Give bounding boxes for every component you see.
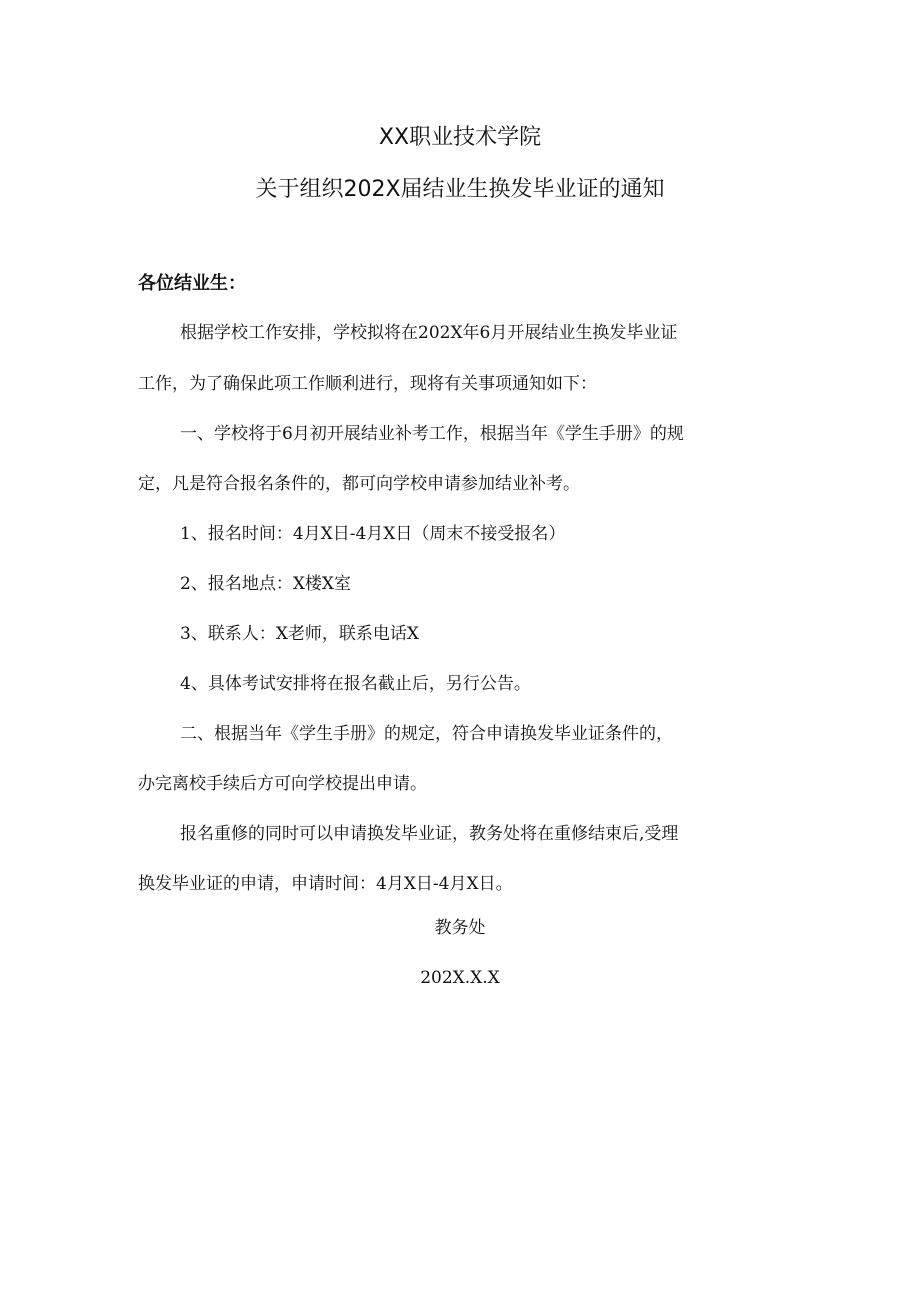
paragraph-line: 办完离校手续后方可向学校提出申请。 [138, 774, 427, 794]
paragraph-line: 报名重修的同时可以申请换发毕业证，教务处将在重修结束后,受理 [180, 824, 679, 844]
institution-title: XX职业技术学院 [378, 125, 542, 150]
list-item: 4、具体考试安排将在报名截止后，另行公告。 [180, 674, 531, 694]
notice-title: 关于组织202X届结业生换发毕业证的通知 [255, 177, 665, 202]
paragraph-line: 工作，为了确保此项工作顺利进行，现将有关事项通知如下： [138, 374, 597, 394]
signature: 教务处 [434, 918, 486, 938]
salutation: 各位结业生： [138, 273, 246, 294]
paragraph-line: 根据学校工作安排，学校拟将在202X年6月开展结业生换发毕业证 [180, 323, 678, 343]
paragraph-line: 定，凡是符合报名条件的，都可向学校申请参加结业补考。 [138, 474, 580, 494]
date: 202X.X.X [420, 968, 500, 988]
list-item: 1、报名时间：4月X日-4月X日（周末不接受报名） [180, 524, 566, 544]
paragraph-line: 二、根据当年《学生手册》的规定，符合申请换发毕业证条件的， [180, 724, 673, 744]
paragraph-line: 换发毕业证的申请，申请时间：4月X日-4月X日。 [138, 874, 513, 894]
paragraph-line: 一、学校将于6月初开展结业补考工作，根据当年《学生手册》的规 [180, 424, 684, 444]
list-item: 2、报名地点：X楼X室 [180, 574, 352, 594]
list-item: 3、联系人：X老师，联系电话X [180, 624, 420, 644]
